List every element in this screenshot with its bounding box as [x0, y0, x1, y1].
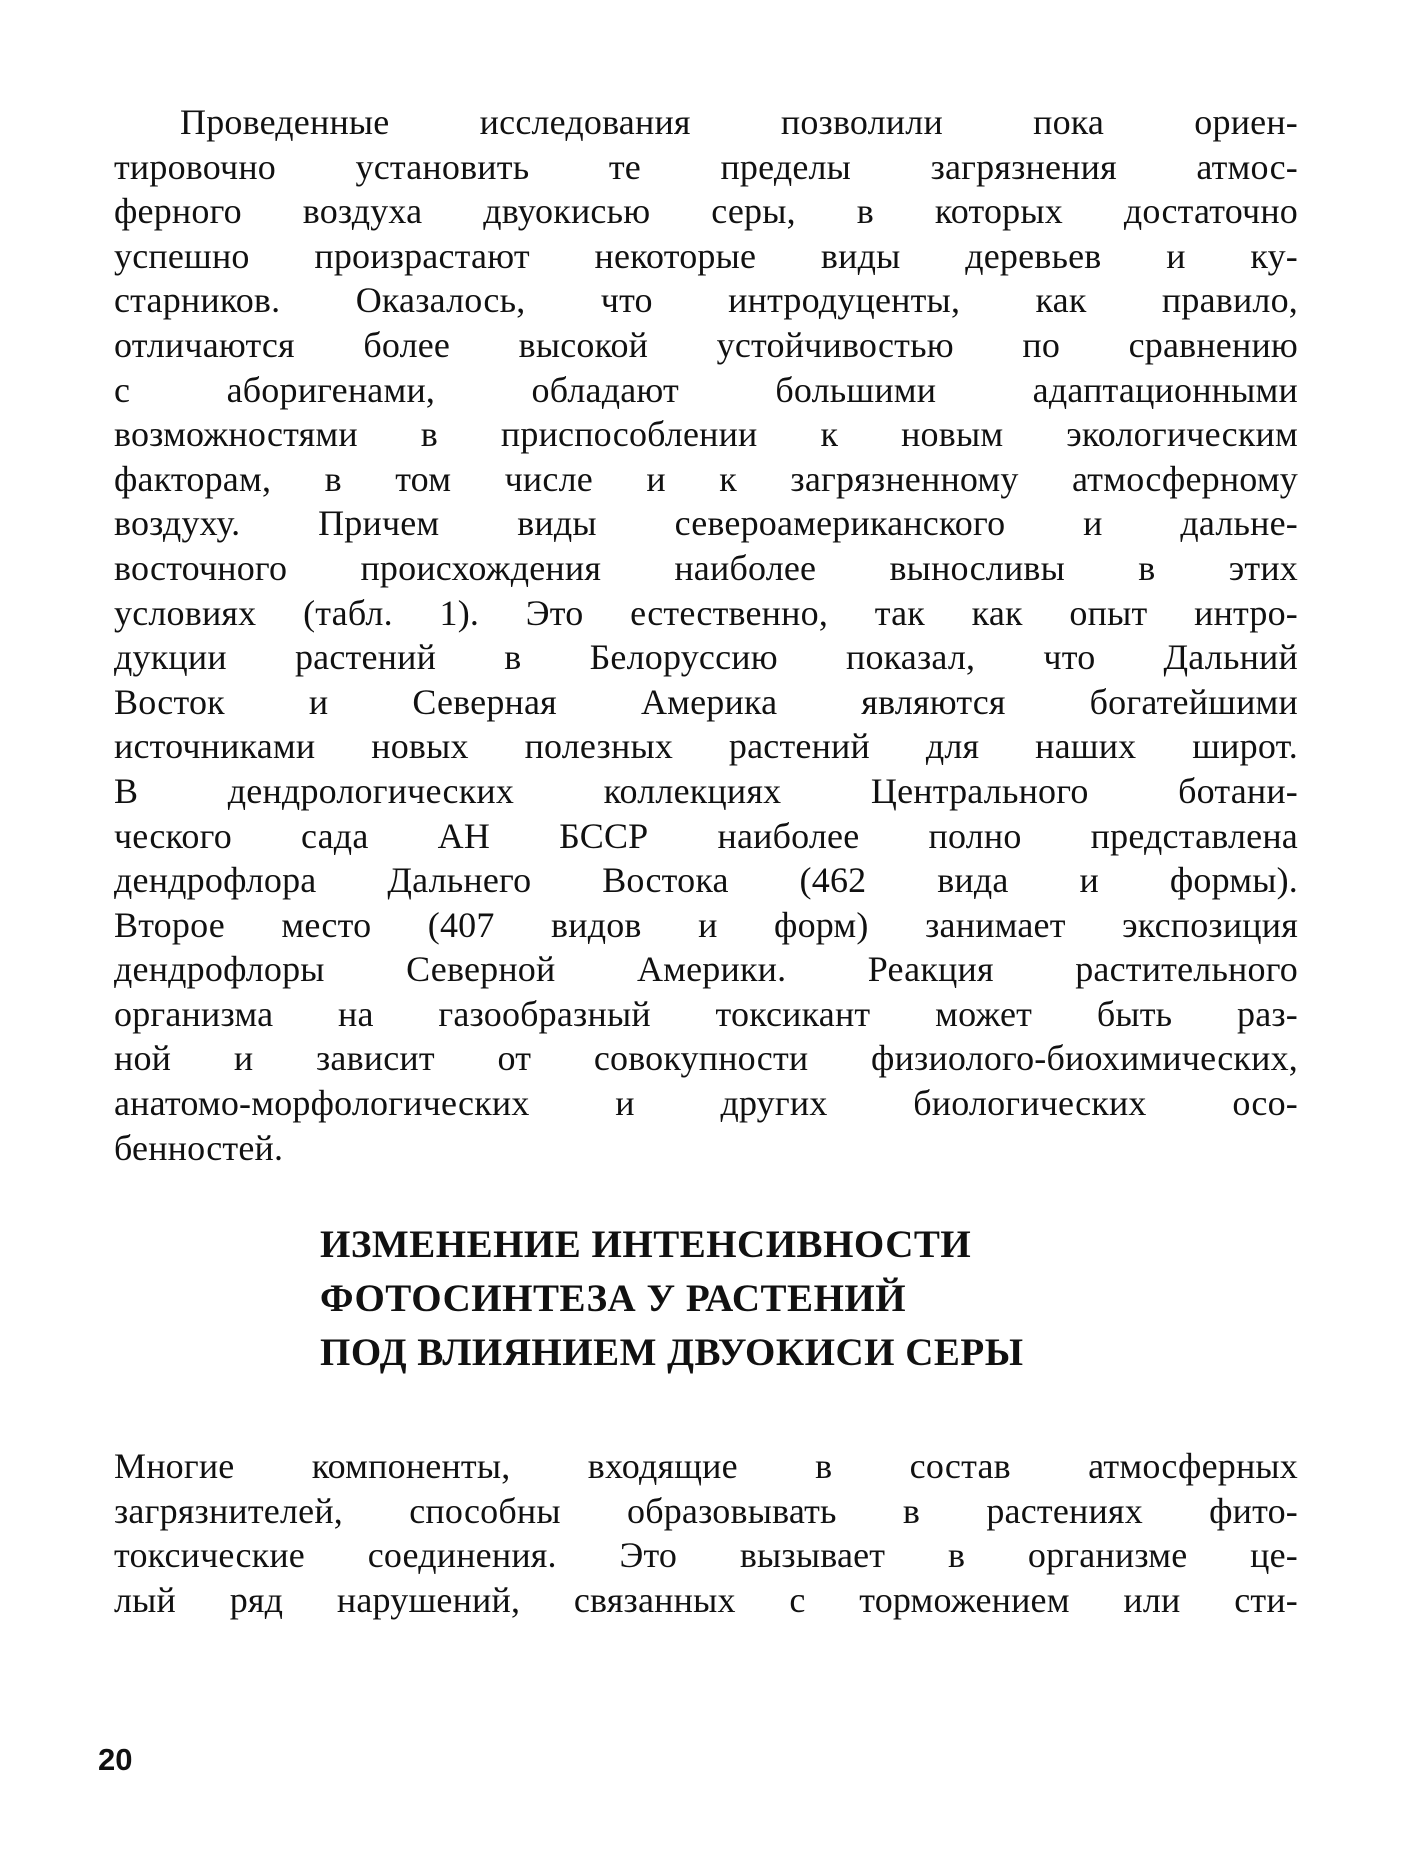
text-line: загрязнителей, способны образовывать в растениях фито- [114, 1490, 1298, 1531]
paragraph-intro [114, 100, 1298, 1170]
heading-line: ИЗМЕНЕНИЕ ИНТЕНСИВНОСТИ [320, 1223, 972, 1266]
text-line: источниками новых полезных растений для наших широт. [114, 726, 1298, 767]
heading-line: ПОД ВЛИЯНИЕМ ДВУОКИСИ СЕРЫ [320, 1331, 1024, 1374]
text-line: отличаются более высокой устойчивостью по сравнению [114, 324, 1298, 365]
text-line: воздуху. Причем виды североамериканского и дальне- [114, 503, 1298, 544]
text-line: ной и зависит от совокупности физиолого-биохимических, [114, 1038, 1298, 1079]
page-number: 20 [98, 1742, 133, 1777]
paragraph-section [114, 1444, 1298, 1622]
section-heading [320, 1218, 1220, 1380]
text-line: дендрофлора Дальнего Востока (462 вида и формы). [114, 860, 1298, 901]
heading-line: ФОТОСИНТЕЗА У РАСТЕНИЙ [320, 1277, 907, 1320]
text-line: восточного происхождения наиболее выносливы в этих [114, 547, 1298, 588]
text-line: дукции растений в Белоруссию показал, что Дальний [114, 637, 1298, 678]
text-line: бенностей. [114, 1127, 284, 1168]
text-line: факторам, в том числе и к загрязненному атмосферному [114, 458, 1298, 499]
text-line: токсические соединения. Это вызывает в организме це- [114, 1535, 1298, 1576]
text-line: дендрофлоры Северной Америки. Реакция растительного [114, 949, 1298, 990]
text-line: тировочно установить те пределы загрязнения атмос- [114, 146, 1298, 187]
text-line: ферного воздуха двуокисью серы, в которых достаточно [114, 191, 1298, 232]
text-line: старников. Оказалось, что интродуценты, как правило, [114, 280, 1298, 321]
text-line: ческого сада АН БССР наиболее полно представлена [114, 815, 1298, 856]
text-line: успешно произрастают некоторые виды деревьев и ку- [114, 235, 1298, 276]
text-line: условиях (табл. 1). Это естественно, так как опыт интро- [114, 592, 1298, 633]
text-line: лый ряд нарушений, связанных с торможением или сти- [114, 1579, 1298, 1620]
text-line: Второе место (407 видов и форм) занимает экспозиция [114, 904, 1298, 945]
text-line: Проведенные исследования позволили пока ориен- [180, 102, 1298, 142]
text-line: возможностями в приспособлении к новым экологическим [114, 414, 1298, 455]
text-line: Восток и Северная Америка являются богатейшими [114, 681, 1298, 722]
text-line: анатомо-морфологических и других биологических осо- [114, 1083, 1298, 1124]
text-line: Многие компоненты, входящие в состав атмосферных [114, 1446, 1298, 1486]
text-line: организма на газообразный токсикант может быть раз- [114, 993, 1298, 1034]
text-line: В дендрологических коллекциях Центрального ботани- [114, 770, 1298, 811]
text-line: с аборигенами, обладают большими адаптационными [114, 369, 1298, 410]
